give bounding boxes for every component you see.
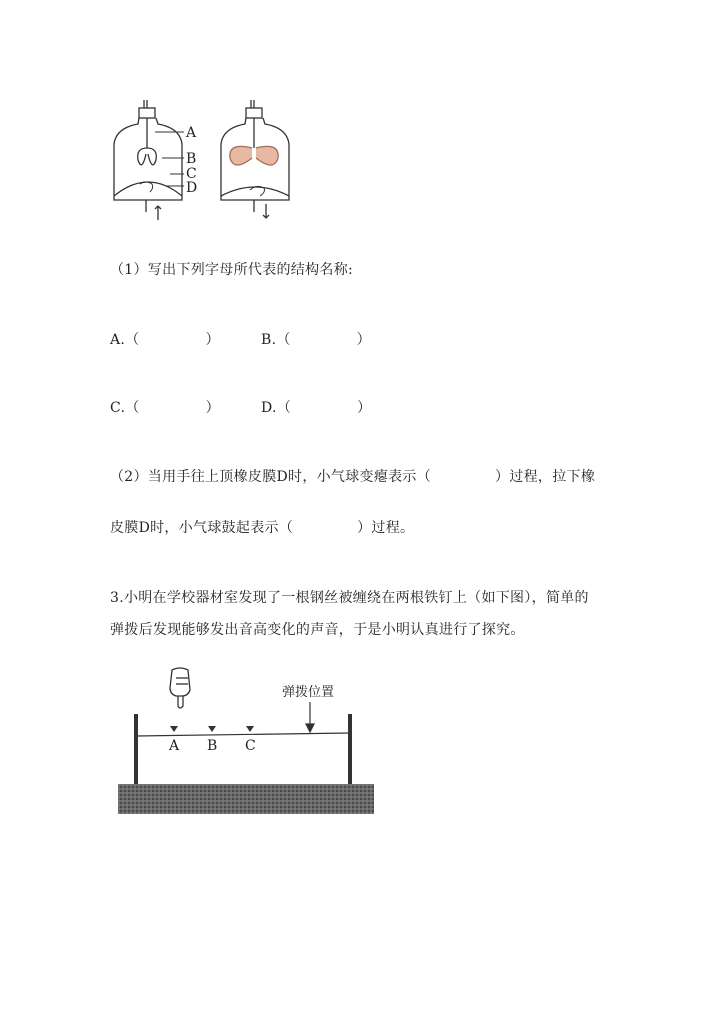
marker-c [246,726,254,732]
label-c: C [186,166,197,182]
label-a: A [186,125,197,141]
question3-line2: 弹拨后发现能够发出音高变化的声音，于是小明认真进行了探究。 [110,622,525,638]
left-nail [134,714,138,786]
pluck-position-label: 弹拨位置 [282,685,335,700]
question-part1: （1）写出下列字母所代表的结构名称: [110,262,354,278]
pluck-arrow [306,702,314,732]
right-nail [348,714,352,786]
answer-b: B.（ ） [261,332,371,348]
marker-b [208,726,216,732]
steel-wire [136,733,350,736]
question-part2-line2: 皮膜D时，小气球鼓起表示（ ）过程。 [110,520,415,536]
right-bell-jar [221,100,289,218]
answer-c: C.（ ） [110,400,220,416]
question3-line1: 3.小明在学校器材室发现了一根钢丝被缠绕在两根铁钉上（如下图），简单的 [110,590,589,606]
point-b: B [207,738,218,754]
wooden-board [118,784,374,814]
point-c: C [245,738,256,754]
label-b: B [186,151,197,167]
answer-a: A.（ ） [110,332,220,348]
marker-a [170,726,178,732]
wire-figure [112,662,384,816]
left-bell-jar [114,100,182,220]
point-a: A [169,738,180,754]
pointing-hand-icon [170,668,190,708]
lung-model-figure [100,96,300,226]
question-part2-line1: （2）当用手往上顶橡皮膜D时，小气球变瘪表示（ ）过程，拉下橡 [110,469,596,485]
answer-d: D.（ ） [261,400,372,416]
label-d: D [186,180,198,196]
